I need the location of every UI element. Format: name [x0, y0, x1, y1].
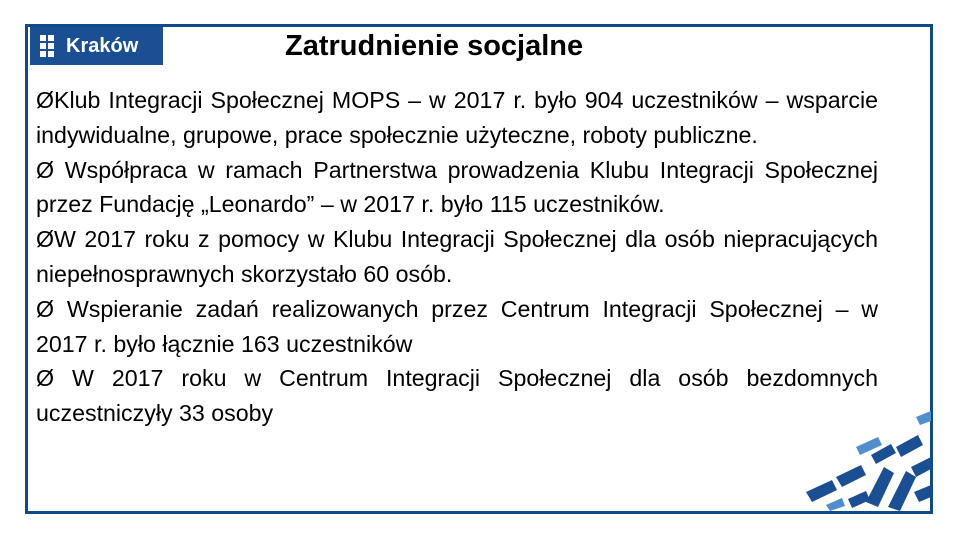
bullet-item	[36, 292, 878, 362]
arrow-bullet-icon: Ø	[36, 226, 55, 253]
slide-title: Zatrudnienie socjalne	[285, 30, 584, 62]
krakow-grid-icon	[40, 35, 54, 57]
bullet-text: Klub Integracji Społecznej MOPS – w 2017 r. było 904 uczestników – wsparcie indywidualne, grupowe, prace społecznie użyteczne, roboty publiczne.	[36, 87, 878, 148]
bullet-text: W 2017 roku z pomocy w Klubu Integracji Społecznej dla osób niepracujących niepełnosprawnych skorzystało 60 osób.	[36, 226, 878, 287]
bullet-item	[36, 361, 878, 431]
slide-content	[36, 83, 878, 431]
bullet-item	[36, 153, 878, 223]
krakow-pattern-decoration	[766, 407, 931, 512]
logo-text: Kraków	[66, 34, 139, 57]
bullet-item	[36, 222, 878, 292]
krakow-logo	[30, 27, 163, 65]
arrow-bullet-icon: Ø	[36, 156, 55, 183]
bullet-item	[36, 83, 878, 153]
arrow-bullet-icon: Ø	[36, 295, 55, 322]
bullet-text: W 2017 roku w Centrum Integracji Społecznej dla osób bezdomnych uczestniczyły 33 osoby	[36, 365, 878, 427]
arrow-bullet-icon: Ø	[36, 365, 55, 392]
bullet-text: Współpraca w ramach Partnerstwa prowadzenia Klubu Integracji Społecznej przez Fundację „Leonardo” – w 2017 r. było 115 uczestników.	[36, 156, 878, 218]
arrow-bullet-icon: Ø	[36, 87, 55, 113]
bullet-text: Wspieranie zadań realizowanych przez Centrum Integracji Społecznej – w 2017 r. było łącznie 163 uczestników	[36, 295, 878, 357]
